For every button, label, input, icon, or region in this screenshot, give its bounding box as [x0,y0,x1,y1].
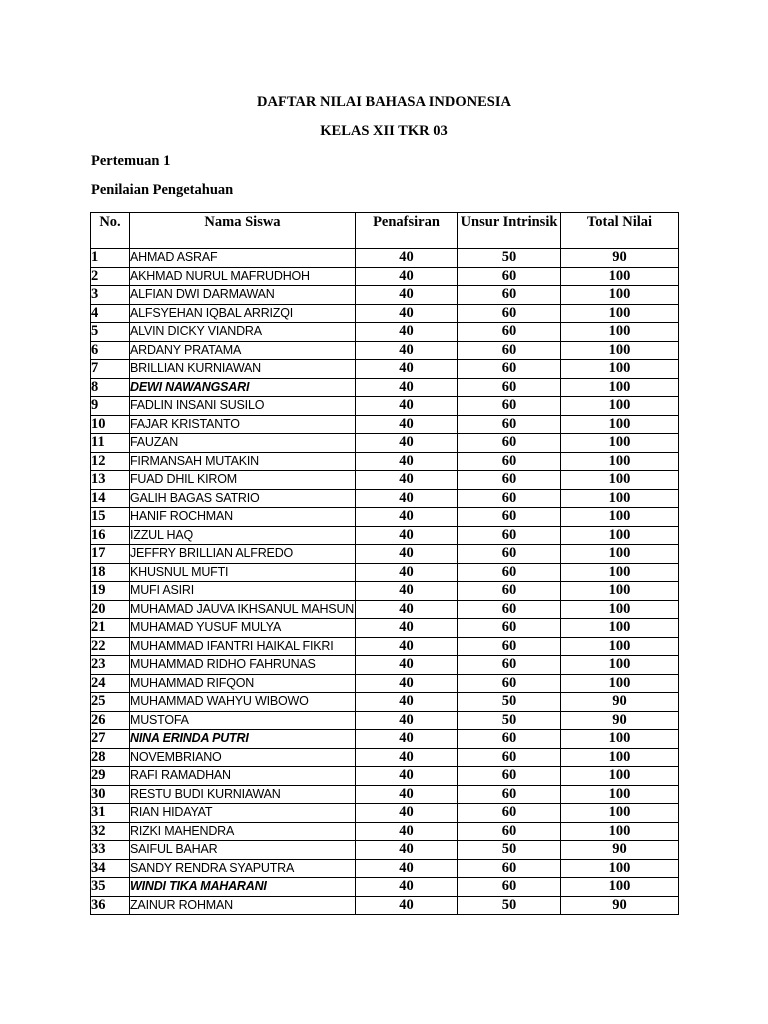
unsur-intrinsik-score: 50 [458,249,561,268]
unsur-intrinsik-score: 50 [458,711,561,730]
unsur-intrinsik-score: 60 [458,267,561,286]
total-score: 100 [561,323,679,342]
table-row [91,730,679,749]
table-row [91,508,679,527]
row-number: 30 [91,785,130,804]
total-score: 100 [561,508,679,527]
row-number: 35 [91,878,130,897]
unsur-intrinsik-score: 60 [458,563,561,582]
total-score: 100 [561,582,679,601]
unsur-intrinsik-score: 50 [458,693,561,712]
unsur-intrinsik-score: 60 [458,415,561,434]
total-score: 100 [561,360,679,379]
student-name: HANIF ROCHMAN [130,508,356,527]
student-name: SAIFUL BAHAR [130,841,356,860]
row-number: 10 [91,415,130,434]
student-name: MUHAMAD JAUVA IKHSANUL MAHSUN [130,600,356,619]
unsur-intrinsik-score: 60 [458,545,561,564]
total-score: 100 [561,489,679,508]
student-name: ZAINUR ROHMAN [130,896,356,915]
assessment-label: Penilaian Pengetahuan [91,182,234,198]
total-score: 100 [561,804,679,823]
table-row [91,323,679,342]
table-row [91,286,679,305]
table-header-row [91,213,679,249]
total-score: 100 [561,434,679,453]
total-score: 100 [561,397,679,416]
row-number: 28 [91,748,130,767]
penafsiran-score: 40 [356,600,458,619]
total-score: 100 [561,415,679,434]
student-name: RIAN HIDAYAT [130,804,356,823]
row-number: 1 [91,249,130,268]
total-score: 100 [561,341,679,360]
unsur-intrinsik-score: 60 [458,526,561,545]
unsur-intrinsik-score: 60 [458,674,561,693]
total-score: 100 [561,267,679,286]
penafsiran-score: 40 [356,804,458,823]
row-number: 34 [91,859,130,878]
table-row [91,859,679,878]
student-name: BRILLIAN KURNIAWAN [130,360,356,379]
table-row [91,600,679,619]
penafsiran-score: 40 [356,693,458,712]
unsur-intrinsik-score: 60 [458,859,561,878]
total-score: 90 [561,841,679,860]
student-name: RESTU BUDI KURNIAWAN [130,785,356,804]
table-row [91,767,679,786]
total-score: 100 [561,822,679,841]
penafsiran-score: 40 [356,545,458,564]
penafsiran-score: 40 [356,508,458,527]
table-row [91,619,679,638]
penafsiran-score: 40 [356,656,458,675]
penafsiran-score: 40 [356,878,458,897]
penafsiran-score: 40 [356,489,458,508]
student-name: FIRMANSAH MUTAKIN [130,452,356,471]
header-penafsiran: Penafsiran [356,213,458,249]
row-number: 22 [91,637,130,656]
student-name: MUHAMMAD RIFQON [130,674,356,693]
total-score: 100 [561,286,679,305]
penafsiran-score: 40 [356,249,458,268]
row-number: 36 [91,896,130,915]
unsur-intrinsik-score: 60 [458,341,561,360]
unsur-intrinsik-score: 60 [458,323,561,342]
header-no: No. [91,213,130,249]
unsur-intrinsik-score: 60 [458,434,561,453]
header-name: Nama Siswa [130,213,356,249]
penafsiran-score: 40 [356,452,458,471]
total-score: 100 [561,674,679,693]
total-score: 100 [561,785,679,804]
total-score: 100 [561,304,679,323]
total-score: 100 [561,767,679,786]
table-row [91,582,679,601]
table-row [91,878,679,897]
penafsiran-score: 40 [356,841,458,860]
total-score: 100 [561,637,679,656]
student-name: MUFI ASIRI [130,582,356,601]
total-score: 90 [561,249,679,268]
total-score: 100 [561,563,679,582]
student-name: RIZKI MAHENDRA [130,822,356,841]
student-name: RAFI RAMADHAN [130,767,356,786]
penafsiran-score: 40 [356,563,458,582]
penafsiran-score: 40 [356,286,458,305]
total-score: 100 [561,545,679,564]
penafsiran-score: 40 [356,360,458,379]
student-name: FAJAR KRISTANTO [130,415,356,434]
student-name: FAUZAN [130,434,356,453]
row-number: 12 [91,452,130,471]
penafsiran-score: 40 [356,323,458,342]
student-name: MUSTOFA [130,711,356,730]
total-score: 100 [561,452,679,471]
unsur-intrinsik-score: 60 [458,804,561,823]
student-name: MUHAMMAD RIDHO FAHRUNAS [130,656,356,675]
row-number: 8 [91,378,130,397]
penafsiran-score: 40 [356,896,458,915]
total-score: 100 [561,378,679,397]
total-score: 100 [561,526,679,545]
student-name: NOVEMBRIANO [130,748,356,767]
unsur-intrinsik-score: 60 [458,600,561,619]
penafsiran-score: 40 [356,582,458,601]
student-name: ALFIAN DWI DARMAWAN [130,286,356,305]
penafsiran-score: 40 [356,415,458,434]
unsur-intrinsik-score: 60 [458,637,561,656]
penafsiran-score: 40 [356,304,458,323]
unsur-intrinsik-score: 60 [458,508,561,527]
row-number: 29 [91,767,130,786]
row-number: 4 [91,304,130,323]
row-number: 2 [91,267,130,286]
penafsiran-score: 40 [356,785,458,804]
penafsiran-score: 40 [356,619,458,638]
student-name: ALFSYEHAN IQBAL ARRIZQI [130,304,356,323]
table-row [91,249,679,268]
row-number: 19 [91,582,130,601]
row-number: 13 [91,471,130,490]
row-number: 7 [91,360,130,379]
row-number: 3 [91,286,130,305]
table-row [91,841,679,860]
header-unsur-intrinsik: Unsur Intrinsik [458,213,561,249]
row-number: 17 [91,545,130,564]
row-number: 33 [91,841,130,860]
unsur-intrinsik-score: 60 [458,785,561,804]
total-score: 90 [561,711,679,730]
table-row [91,637,679,656]
table-body [91,249,679,915]
unsur-intrinsik-score: 60 [458,489,561,508]
penafsiran-score: 40 [356,674,458,693]
row-number: 26 [91,711,130,730]
table-row [91,304,679,323]
unsur-intrinsik-score: 60 [458,656,561,675]
total-score: 90 [561,896,679,915]
penafsiran-score: 40 [356,748,458,767]
unsur-intrinsik-score: 50 [458,896,561,915]
student-name: FUAD DHIL KIROM [130,471,356,490]
table-row [91,711,679,730]
table-row [91,804,679,823]
table-row [91,360,679,379]
student-name: AKHMAD NURUL MAFRUDHOH [130,267,356,286]
student-name: ARDANY PRATAMA [130,341,356,360]
row-number: 23 [91,656,130,675]
table-row [91,434,679,453]
student-name: AHMAD ASRAF [130,249,356,268]
penafsiran-score: 40 [356,471,458,490]
unsur-intrinsik-score: 60 [458,452,561,471]
unsur-intrinsik-score: 60 [458,767,561,786]
table-row [91,563,679,582]
row-number: 6 [91,341,130,360]
penafsiran-score: 40 [356,267,458,286]
unsur-intrinsik-score: 60 [458,397,561,416]
row-number: 14 [91,489,130,508]
row-number: 9 [91,397,130,416]
total-score: 100 [561,656,679,675]
penafsiran-score: 40 [356,859,458,878]
penafsiran-score: 40 [356,526,458,545]
table-row [91,526,679,545]
row-number: 11 [91,434,130,453]
student-name: MUHAMAD YUSUF MULYA [130,619,356,638]
total-score: 90 [561,693,679,712]
student-name: DEWI NAWANGSARI [130,378,356,397]
table-row [91,471,679,490]
unsur-intrinsik-score: 60 [458,878,561,897]
table-row [91,822,679,841]
table-row [91,341,679,360]
penafsiran-score: 40 [356,711,458,730]
table-row [91,785,679,804]
unsur-intrinsik-score: 50 [458,841,561,860]
row-number: 15 [91,508,130,527]
table-row [91,656,679,675]
table-row [91,452,679,471]
row-number: 24 [91,674,130,693]
unsur-intrinsik-score: 60 [458,360,561,379]
row-number: 31 [91,804,130,823]
student-name: ALVIN DICKY VIANDRA [130,323,356,342]
total-score: 100 [561,748,679,767]
penafsiran-score: 40 [356,378,458,397]
document-title: DAFTAR NILAI BAHASA INDONESIA [257,94,511,110]
row-number: 21 [91,619,130,638]
unsur-intrinsik-score: 60 [458,378,561,397]
row-number: 25 [91,693,130,712]
student-name: SANDY RENDRA SYAPUTRA [130,859,356,878]
row-number: 16 [91,526,130,545]
total-score: 100 [561,471,679,490]
table-row [91,896,679,915]
penafsiran-score: 40 [356,637,458,656]
header-total-nilai: Total Nilai [561,213,679,249]
table-row [91,378,679,397]
student-name: NINA ERINDA PUTRI [130,730,356,749]
penafsiran-score: 40 [356,822,458,841]
unsur-intrinsik-score: 60 [458,748,561,767]
unsur-intrinsik-score: 60 [458,286,561,305]
table-row [91,748,679,767]
table-row [91,674,679,693]
total-score: 100 [561,619,679,638]
row-number: 27 [91,730,130,749]
unsur-intrinsik-score: 60 [458,619,561,638]
table-row [91,397,679,416]
class-label: KELAS XII TKR 03 [320,123,448,139]
student-name: KHUSNUL MUFTI [130,563,356,582]
unsur-intrinsik-score: 60 [458,471,561,490]
table-row [91,693,679,712]
penafsiran-score: 40 [356,434,458,453]
student-name: MUHAMMAD IFANTRI HAIKAL FIKRI [130,637,356,656]
table-row [91,489,679,508]
total-score: 100 [561,600,679,619]
unsur-intrinsik-score: 60 [458,582,561,601]
meeting-label: Pertemuan 1 [91,153,171,169]
table-row [91,545,679,564]
total-score: 100 [561,878,679,897]
student-name: WINDI TIKA MAHARANI [130,878,356,897]
total-score: 100 [561,859,679,878]
row-number: 18 [91,563,130,582]
penafsiran-score: 40 [356,397,458,416]
row-number: 20 [91,600,130,619]
row-number: 32 [91,822,130,841]
unsur-intrinsik-score: 60 [458,304,561,323]
unsur-intrinsik-score: 60 [458,822,561,841]
unsur-intrinsik-score: 60 [458,730,561,749]
grades-table [90,212,679,915]
student-name: MUHAMMAD WAHYU WIBOWO [130,693,356,712]
student-name: IZZUL HAQ [130,526,356,545]
table-row [91,415,679,434]
student-name: GALIH BAGAS SATRIO [130,489,356,508]
penafsiran-score: 40 [356,767,458,786]
penafsiran-score: 40 [356,341,458,360]
penafsiran-score: 40 [356,730,458,749]
row-number: 5 [91,323,130,342]
student-name: JEFFRY BRILLIAN ALFREDO [130,545,356,564]
student-name: FADLIN INSANI SUSILO [130,397,356,416]
total-score: 100 [561,730,679,749]
table-row [91,267,679,286]
